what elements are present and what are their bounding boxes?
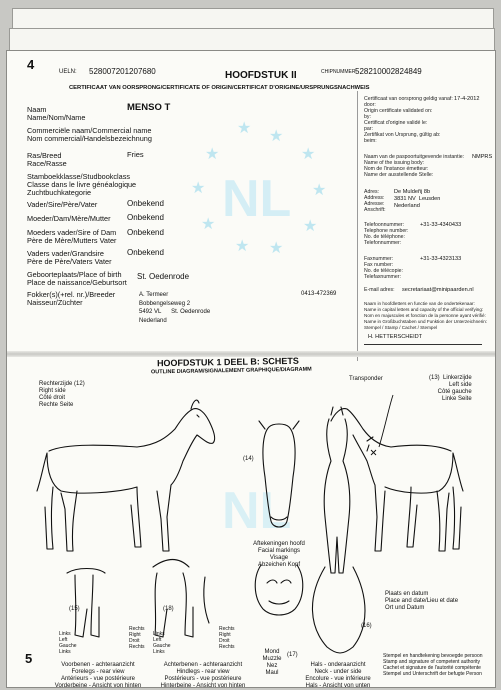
certificate-subtitle: CERTIFICAAT VAN OORSPRONG/CERTIFICATE OF ORIGIN/CERTIFICAT D'ORIGINE/URSPRUNGSNACHWEIS	[69, 85, 370, 91]
passport-page: ★ ★ ★ ★ ★ ★ ★ ★ ★ ★ NL NL 4 UELN: 528007201207680 HOOFDSTUK II CHIPNUMMER: 528210002824849 CERTIFICAAT VAN OORSPRONG/CERTIFICATE OF ORIGIN/CERTIFICAT D'ORIGINE/URSPRUNGSNACHWEIS Naam Name/Nom/Name MENSO T Commerciële naam/Commercial name Nom commercial/Handelsbezeichnung Ras/Breed Race/Rasse Fries Stamboekklasse/Studbookclass Classe dans le livre généalogique Zuchtbuchkategorie Vader/Sire/Père/Vater Onbekend Moeder/Dam/Mère/Mutter Onbekend Moeders vader/Sire of Dam Père de Mère/Mutters Vater Onbekend Vaders vader/Grandsire Père de Père/Vaters Vater Onbekend Geboorteplaats/Place of birth Place de naissance/Geburtsort St. Oedenrode Fokker(s)(+rel. nr.)/Breeder Naisseur/Züchter A. Termeer Bobbengelseweg 2 5492 VL St. Oedenrode Nederland 0413-472369 Certificaat van oorsprong geldig vanaf: door: Origin certificate validated on: by: Certificat d'origine validé le: par: Zertifikat von Ursprung, gültig ab: beim: 17-4-2012 Naam van de paspoortuitgevende instantie: Name of the issuing body: Nom de l'instance émetteur: Name der ausstellende Stelle: NMPRS Adres: Address: Adresse: Anschrift: De Muldeřij 8b 3831 NV Leusden Nederland Telefoonnummer: Telephone number: No. de téléphone: Telefonnummer: +31-33-4340433 Faxnummer: Fax number: No. de télécopie: Telefaxnummer: +31-33-4323133 E-mail adres: secretariaat@minipaarden.nl Naam in hoofdletters en functie van de ondertekenaar: Name in capital letters and capacity of the official verifying: Nom en majuscules et fonction de la personne ayant vérifié: Name in Großbuchstaben und Funktion der Unterzeichnerin: Stempel / Stamp / Cachet / Stempel H. HETTERSCHEIDT HOOFDSTUK 1 DEEL B: SCHETS OUTLINE DIAGRAM/SIGNALEMENT GRAPHIQUE/DIAGRAMM Rechterzijde (12) Right side Côté droit Rechte Seite (13) Linkerzijde Left side Côté gauche Linke Seite Transponder (14) Aftekeningen hoofd Facial markings Visage Abzeichen Kopf (17) Mond Muzzle Nez Maul (15) (18) (16) Links Left Gauche Links Rechts Right Droit Rechts Links Left Gauche Links Rechts Right Droit Rechts Voorbenen - achteraanzicht Forelegs - rear view Antérieurs - vue postérieure Vorderbeine - Ansicht von hinten Achterbenen - achteraanzicht Hindlegs - rear view Postérieurs - vue postérieure Hinterbeine - Ansicht von hinten Hals - onderaanzicht Neck - under side Encolure - vue inférieure Hals - Ansicht von unten Plaats en datum Place and date/Lieu et date Ort und Datum Stempel en handtekening bevoegde persoon Stamp and signature of competent authority Cachet et signature de l'autorité compétente Stempel und Unterschrift der befugte Person 5	[6, 50, 496, 688]
transponder-label: Transponder	[349, 376, 383, 382]
field-label-dam: Moeder/Dam/Mère/Mutter	[27, 214, 111, 223]
stamp-signature-caption: Stempel en handtekening bevoegde persoon Stamp and signature of competent authority Cachet et signature de l'autorité compétente Stempel und Unterschrift der befugte Person	[383, 653, 483, 677]
neck-number: (16)	[361, 623, 372, 629]
fax-value: +31-33-4323133	[420, 256, 462, 262]
forelegs-outline	[67, 569, 105, 638]
address-value: De Muldeřij 8b 3831 NV Leusden Nederland	[394, 189, 441, 209]
right-side-caption: Rechterzijde (12) Right side Côté droit Rechte Seite	[39, 381, 85, 408]
email-label: E-mail adres:	[364, 287, 395, 293]
horse-left-side-outline	[331, 409, 463, 551]
head-number: (14)	[243, 456, 254, 462]
forelegs-left-label: Links Left Gauche Links	[59, 631, 77, 655]
horse-head-front-outline	[259, 421, 299, 527]
field-label-studbook-class: Stamboekklasse/Studbookclass Classe dans le livre généalogique Zuchtbuchkategorie	[27, 172, 137, 197]
fax-label: Faxnummer: Fax number: No. de télécopie: Telefaxnummer:	[364, 256, 403, 280]
place-date-caption: Plaats en datum Place and date/Lieu et date Ort und Datum	[385, 591, 459, 611]
forelegs-right-label: Rechts Right Droit Rechts	[129, 626, 145, 650]
hindlegs-left-label: Links Left Gauche Links	[153, 631, 171, 655]
ueln-value: 528007201207680	[89, 67, 156, 76]
issuing-body-value: NMPRS	[472, 154, 493, 160]
field-value-sire-of-dam: Onbekend	[127, 228, 164, 237]
hindlegs-caption: Achterbenen - achteraanzicht Hindlegs - rear view Postérieurs - vue postérieure Hinterbeine - Ansicht von hinten	[160, 662, 246, 689]
field-value-sire: Onbekend	[127, 199, 164, 208]
muzzle-caption: Mond Muzzle Nez Maul	[262, 649, 282, 676]
horse-right-side-outline	[37, 400, 215, 551]
validation-labels: Certificaat van oorsprong geldig vanaf: door: Origin certificate validated on: by: Certificat d'origine validé le: par: Zertifikat von Ursprung, gültig ab: beim:	[364, 96, 453, 144]
forelegs-caption: Voorbenen - achteraanzicht Forelegs - rear view Antérieurs - vue postérieure Vorderbeine - Ansicht von hinten	[54, 662, 142, 689]
issuing-body-box	[357, 91, 492, 361]
field-label-sire: Vader/Sire/Père/Vater	[27, 200, 98, 209]
breeder-label: Fokker(s)(+rel. nr.)/Breeder Naisseur/Züchter	[27, 290, 116, 307]
diagram-subtitle: OUTLINE DIAGRAM/SIGNALEMENT GRAPHIQUE/DIAGRAMM	[150, 366, 312, 376]
field-value-birthplace: St. Oedenrode	[137, 272, 190, 281]
telephone-value: +31-33-4340433	[420, 222, 462, 228]
muzzle-number: (17)	[287, 652, 298, 658]
signatory-name: H. HETTERSCHEIDT	[368, 334, 423, 340]
field-label-sire-of-dam: Moeders vader/Sire of Dam Père de Mère/Mutters Vater	[27, 228, 117, 245]
field-label-commercial-name: Commerciële naam/Commercial name Nom commercial/Handelsbezeichnung	[27, 126, 152, 143]
signatory-label: Naam in hoofdletters en functie van de ondertekenaar: Name in capital letters and capacity of the official verifying: Nom en majuscules et fonction de la personne ayant vérifié: Name in Großbuchstaben und Funktion der Unterzeichnerin: Stempel / Stamp / Cachet / Stempel	[364, 301, 488, 330]
field-value-dam: Onbekend	[127, 213, 164, 222]
field-label-grandsire: Vaders vader/Grandsire Père de Père/Vaters Vater	[27, 249, 112, 266]
facial-markings-caption: Aftekeningen hoofd Facial markings Visage Abzeichen Kopf	[253, 541, 305, 568]
email-value: secretariaat@minipaarden.nl	[402, 287, 474, 293]
breeder-phone: 0413-472369	[301, 291, 337, 297]
address-label: Adres: Address: Adresse: Anschrift:	[364, 189, 386, 213]
field-label-birthplace: Geboorteplaats/Place of birth Place de naissance/Geburtsort	[27, 270, 127, 287]
page-number-bottom: 5	[25, 651, 33, 666]
horse-outline-diagram	[7, 387, 495, 687]
validation-date: 17-4-2012	[454, 96, 480, 102]
forelegs-number: (15)	[69, 606, 80, 612]
field-value-grandsire: Onbekend	[127, 248, 164, 257]
chip-label: CHIPNUMMER:	[321, 69, 357, 75]
hindlegs-outline	[153, 560, 193, 638]
chip-value: 528210002824849	[355, 67, 422, 76]
signature-rule	[364, 344, 482, 345]
page-number-top: 4	[27, 57, 35, 72]
hindlegs-right-label: Rechts Right Droit Rechts	[219, 626, 235, 650]
chapter-title: HOOFDSTUK II	[225, 70, 297, 81]
field-label-name: Naam Name/Nom/Name	[27, 105, 86, 122]
issuing-body-label: Naam van de paspoortuitgevende instantie: Name of the issuing body: Nom de l'instance émetteur: Name der ausstellende Stelle:	[364, 154, 465, 178]
field-value-name: MENSO T	[127, 102, 171, 113]
muzzle-outline	[255, 565, 303, 615]
hindlegs-number: (18)	[163, 606, 174, 612]
neck-caption: Hals - onderaanzicht Neck - under side Encolure - vue inférieure Hals - Ansicht von unten	[305, 662, 371, 689]
field-value-breed: Fries	[127, 150, 144, 159]
ueln-label: UELN:	[59, 69, 77, 75]
telephone-label: Telefoonnummer: Telephone number: No. de téléphone: Telefonnummer:	[364, 222, 409, 246]
diagram-title: HOOFDSTUK 1 DEEL B: SCHETS	[156, 355, 299, 369]
left-side-caption: (13) Linkerzijde Left side Côté gauche Linke Seite	[429, 375, 472, 402]
field-label-breed: Ras/Breed Race/Rasse	[27, 151, 67, 168]
breeder-address: A. Termeer Bobbengelseweg 2 5492 VL St. Oedenrode Nederland	[139, 292, 211, 324]
